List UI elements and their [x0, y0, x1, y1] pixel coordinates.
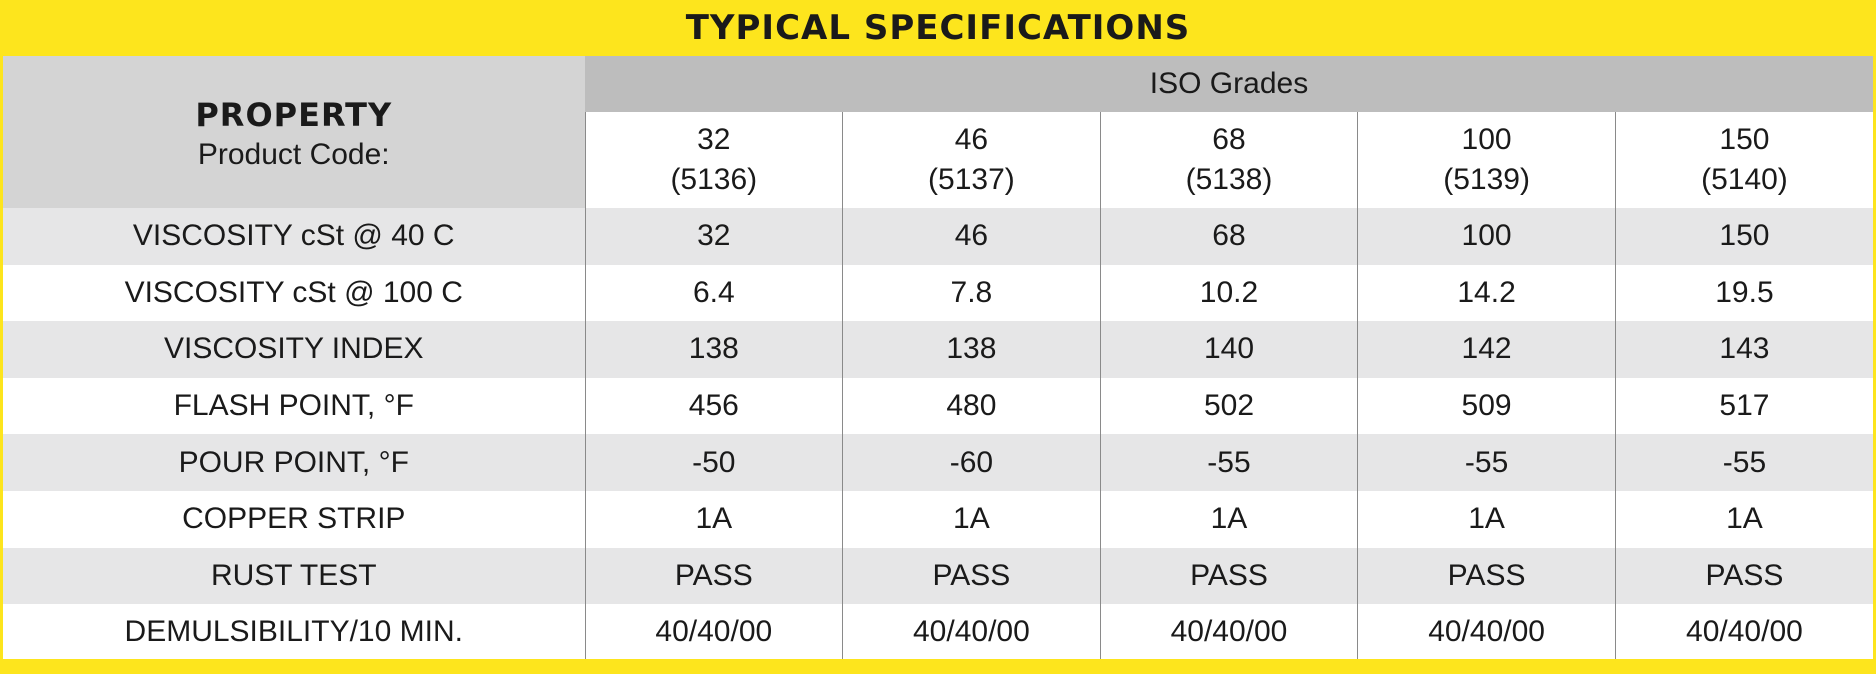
grade-header: [1615, 112, 1873, 208]
grade-number: 100: [1461, 123, 1512, 156]
table-row: [3, 378, 1873, 435]
property-name: VISCOSITY INDEX: [3, 321, 585, 378]
table-cell: 138: [585, 321, 843, 378]
grade-header: [843, 112, 1101, 208]
table-cell: 1A: [585, 491, 843, 548]
table-cell: -50: [585, 434, 843, 491]
table-title: TYPICAL SPECIFICATIONS: [0, 0, 1876, 56]
property-label: PROPERTY: [195, 96, 393, 134]
iso-grades-header: ISO Grades: [585, 56, 1873, 112]
table-cell: 517: [1615, 378, 1873, 435]
table-cell: 6.4: [585, 265, 843, 322]
property-name: VISCOSITY cSt @ 100 C: [3, 265, 585, 322]
table-row: [3, 265, 1873, 322]
product-code: (5138): [1185, 163, 1273, 196]
property-name: DEMULSIBILITY/10 MIN.: [3, 604, 585, 661]
table-row: [3, 604, 1873, 661]
table-cell: PASS: [1358, 548, 1616, 605]
table-cell: 140: [1100, 321, 1358, 378]
table-cell: 40/40/00: [585, 604, 843, 661]
table-cell: 456: [585, 378, 843, 435]
table-cell: 40/40/00: [1615, 604, 1873, 661]
grade-number: 68: [1212, 123, 1246, 156]
table-cell: 68: [1100, 208, 1358, 265]
table-cell: PASS: [843, 548, 1101, 605]
table-cell: -55: [1615, 434, 1873, 491]
table-cell: 1A: [1615, 491, 1873, 548]
table-cell: 509: [1358, 378, 1616, 435]
property-name: RUST TEST: [3, 548, 585, 605]
table-cell: 40/40/00: [1358, 604, 1616, 661]
table-row: [3, 491, 1873, 548]
table-cell: 14.2: [1358, 265, 1616, 322]
grade-number: 150: [1719, 123, 1770, 156]
table-cell: -55: [1100, 434, 1358, 491]
grade-number: 46: [954, 123, 989, 156]
table-cell: 10.2: [1100, 265, 1358, 322]
grade-header: [585, 112, 843, 208]
table-cell: 142: [1358, 321, 1616, 378]
table-row: [3, 548, 1873, 605]
property-name: FLASH POINT, °F: [3, 378, 585, 435]
table-cell: 143: [1615, 321, 1873, 378]
table-cell: 40/40/00: [843, 604, 1101, 661]
table-cell: 150: [1615, 208, 1873, 265]
table-row: [3, 208, 1873, 265]
grade-header: [1358, 112, 1616, 208]
table-cell: 7.8: [843, 265, 1101, 322]
table-cell: -60: [843, 434, 1101, 491]
table-cell: 100: [1358, 208, 1616, 265]
table-cell: PASS: [1615, 548, 1873, 605]
table-row: [3, 321, 1873, 378]
grade-number: 32: [697, 123, 731, 156]
table-cell: 40/40/00: [1100, 604, 1358, 661]
property-name: VISCOSITY cSt @ 40 C: [3, 208, 585, 265]
table-cell: 480: [843, 378, 1101, 435]
table-cell: 46: [843, 208, 1101, 265]
product-code-label: Product Code:: [197, 138, 390, 171]
specifications-table: [3, 56, 1873, 661]
bottom-border: [0, 659, 1876, 674]
product-code: (5136): [670, 163, 758, 196]
table-cell: -55: [1358, 434, 1616, 491]
property-name: COPPER STRIP: [3, 491, 585, 548]
product-code: (5139): [1443, 163, 1530, 196]
property-name: POUR POINT, °F: [3, 434, 585, 491]
table-cell: 138: [843, 321, 1101, 378]
table-row: [3, 434, 1873, 491]
table-cell: PASS: [585, 548, 843, 605]
grade-header: [1100, 112, 1358, 208]
property-header: [3, 56, 585, 208]
product-code: (5140): [1701, 163, 1788, 196]
table-cell: 1A: [843, 491, 1101, 548]
product-code: (5137): [928, 163, 1015, 196]
table-cell: 19.5: [1615, 265, 1873, 322]
table-cell: PASS: [1100, 548, 1358, 605]
table-cell: 1A: [1358, 491, 1616, 548]
table-cell: 502: [1100, 378, 1358, 435]
table-cell: 32: [585, 208, 843, 265]
table-cell: 1A: [1100, 491, 1358, 548]
